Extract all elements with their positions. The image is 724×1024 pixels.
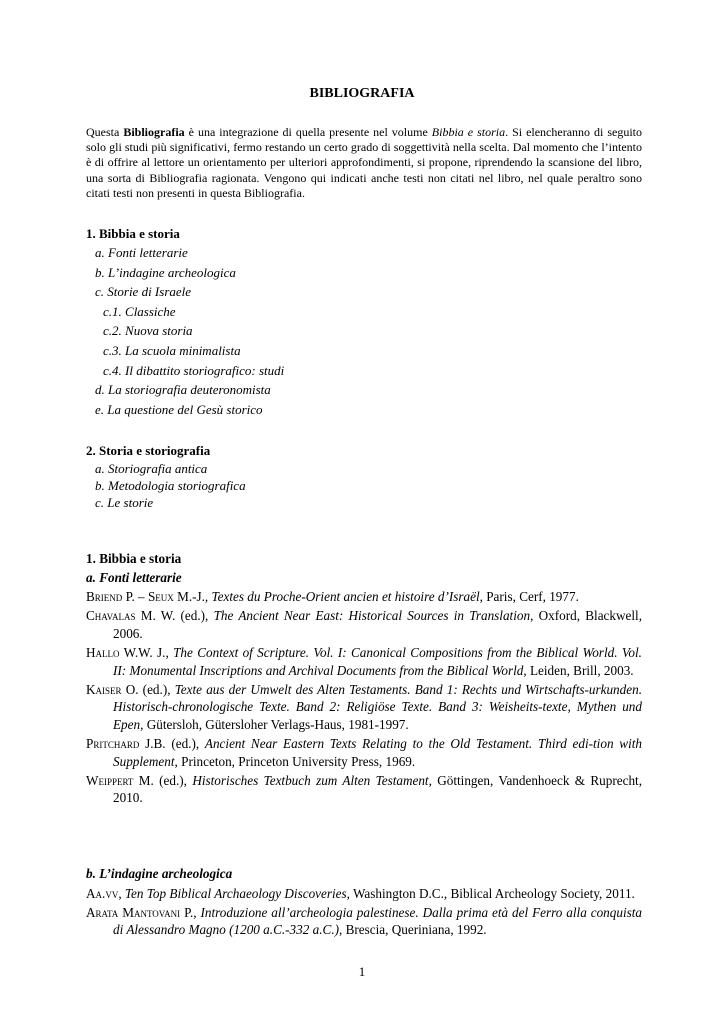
bib-entry — [86, 772, 642, 807]
intro-text-2: è una integrazione di quella presente nel volume — [184, 125, 432, 139]
bib-entry — [86, 607, 642, 642]
bib-entry — [86, 885, 642, 903]
intro-bold: Bibliografia — [123, 125, 185, 139]
entry-text: J.B. (ed.), — [139, 735, 205, 751]
intro-italic: Bibbia e storia — [431, 125, 506, 139]
entry-text: M.-J., — [173, 589, 212, 605]
entry-publisher: , Paris, Cerf, 1977. — [479, 589, 579, 605]
entry-title: The Ancient Near East: Historical Sources in Translation — [213, 608, 531, 624]
entry-text: O. (ed.), — [121, 681, 175, 697]
entry-text: W.W. J., — [119, 644, 174, 660]
entry-author: Kaiser — [86, 681, 122, 697]
entry-text: P., — [180, 904, 201, 920]
toc-item: c. Storie di Israele — [95, 284, 192, 300]
bib-entry — [86, 735, 642, 770]
toc-item: c.3. La scuola minimalista — [103, 342, 241, 358]
entry-title: Texte aus der Umwelt des Alten Testaments. Band 1: Rechts und Wirtschafts-urkunden. Historisch-chronologische Texte. Band 2: Religiöse Texte. Band 3: Weisheits-texte, Mythen und Epen — [113, 681, 642, 732]
entry-text: , — [118, 885, 125, 901]
toc-item: c.2. Nuova storia — [103, 323, 193, 339]
entry-author: Seux — [147, 589, 174, 605]
entry-title: Textes du Proche-Orient ancien et histoire d’Israël — [211, 589, 480, 605]
entry-text: M. (ed.), — [133, 772, 193, 788]
toc-item: a. Storiografia antica — [95, 461, 208, 476]
bib-entry — [86, 588, 642, 606]
entry-title: Introduzione all’archeologia palestinese. Dalla prima età del Ferro alla conquista di Alessandro Magno (1200 a.C.-332 a.C.) — [113, 904, 643, 938]
entry-author: Arata Mantovani — [86, 904, 181, 920]
entry-publisher: , Princeton, Princeton University Press, 1969. — [174, 753, 416, 769]
toc-item: c.4. Il dibattito storiografico: studi — [103, 362, 285, 378]
page-number: 1 — [358, 964, 366, 979]
entry-author: Pritchard — [86, 735, 140, 751]
intro-text-1: Questa — [86, 125, 124, 139]
entry-publisher: , Oxford, Blackwell, 2006. — [113, 608, 642, 641]
bibliography-part-a — [86, 550, 642, 808]
entry-text: P. – — [122, 589, 148, 605]
entry-publisher: , Brescia, Queriniana, 1992. — [339, 922, 487, 938]
toc-item: b. Metodologia storiografica — [95, 478, 246, 493]
toc-item: a. Fonti letterarie — [95, 245, 188, 260]
toc-item: c.1. Classiche — [103, 303, 176, 319]
entry-author: Briend — [86, 589, 123, 605]
intro-paragraph — [86, 125, 642, 201]
toc-section-1 — [86, 224, 646, 419]
section-heading: a. Fonti letterarie — [86, 569, 182, 585]
toc-item: b. L’indagine archeologica — [95, 264, 236, 280]
entry-author: Hallo — [86, 644, 120, 660]
bib-entry — [86, 644, 642, 679]
entry-publisher: , Gütersloh, Gütersloher Verlags-Haus, 1981-1997. — [140, 716, 409, 732]
entry-title: Ten Top Biblical Archaeology Discoveries — [124, 885, 347, 901]
bib-entry — [86, 681, 642, 734]
toc-item: c. Le storie — [95, 495, 154, 510]
intro-text-3: . Si elencheranno di seguito solo gli studi più significativi, fermo restando un certo grado di soggettività nella scelta. Dal momento che l’intento è di offrire al lettore un orientamento per ulteriori approfondimenti, si propone, riprendendo la scansione del libro, una sorta di Bibliografia ragionata. Vengono qui indicati anche testi non citati nel libro, nel quale peraltro sono citati testi non presenti in questa Bibliografia. — [86, 125, 643, 200]
entry-author: Weippert — [86, 772, 134, 788]
bibliography-part-b — [86, 865, 642, 940]
toc-heading: 2. Storia e storiografia — [86, 443, 211, 458]
toc-section-2 — [86, 441, 646, 511]
entry-title: Historisches Textbuch zum Alten Testament — [192, 772, 429, 788]
entry-author: Aa.vv — [86, 885, 119, 901]
section-heading: b. L’indagine archeologica — [86, 866, 233, 881]
entry-title: The Context of Scripture. Vol. I: Canonical Compositions from the Biblical World. Vol. II: Monumental Inscriptions and Archival Documents from the Biblical World — [113, 644, 642, 678]
toc-item: d. La storiografia deuteronomista — [95, 382, 271, 398]
entry-publisher: , Leiden, Brill, 2003. — [523, 662, 634, 678]
toc-item: e. La questione del Gesù storico — [95, 401, 263, 417]
entry-author: Chavalas — [86, 608, 136, 624]
bib-entry — [86, 904, 642, 939]
entry-text: M. W. (ed.), — [135, 608, 214, 624]
bibliography-heading: 1. Bibbia e storia — [86, 551, 182, 566]
entry-publisher: , Göttingen, Vandenhoeck & Ruprecht, 2010. — [113, 772, 642, 806]
page-title: BIBLIOGRAFIA — [309, 86, 415, 101]
entry-title: Ancient Near Eastern Texts Relating to the Old Testament. Third edi-tion with Supplement — [113, 735, 642, 769]
entry-publisher: , Washington D.C., Biblical Archeology Society, 2011. — [346, 885, 635, 901]
toc-heading: 1. Bibbia e storia — [86, 226, 180, 241]
